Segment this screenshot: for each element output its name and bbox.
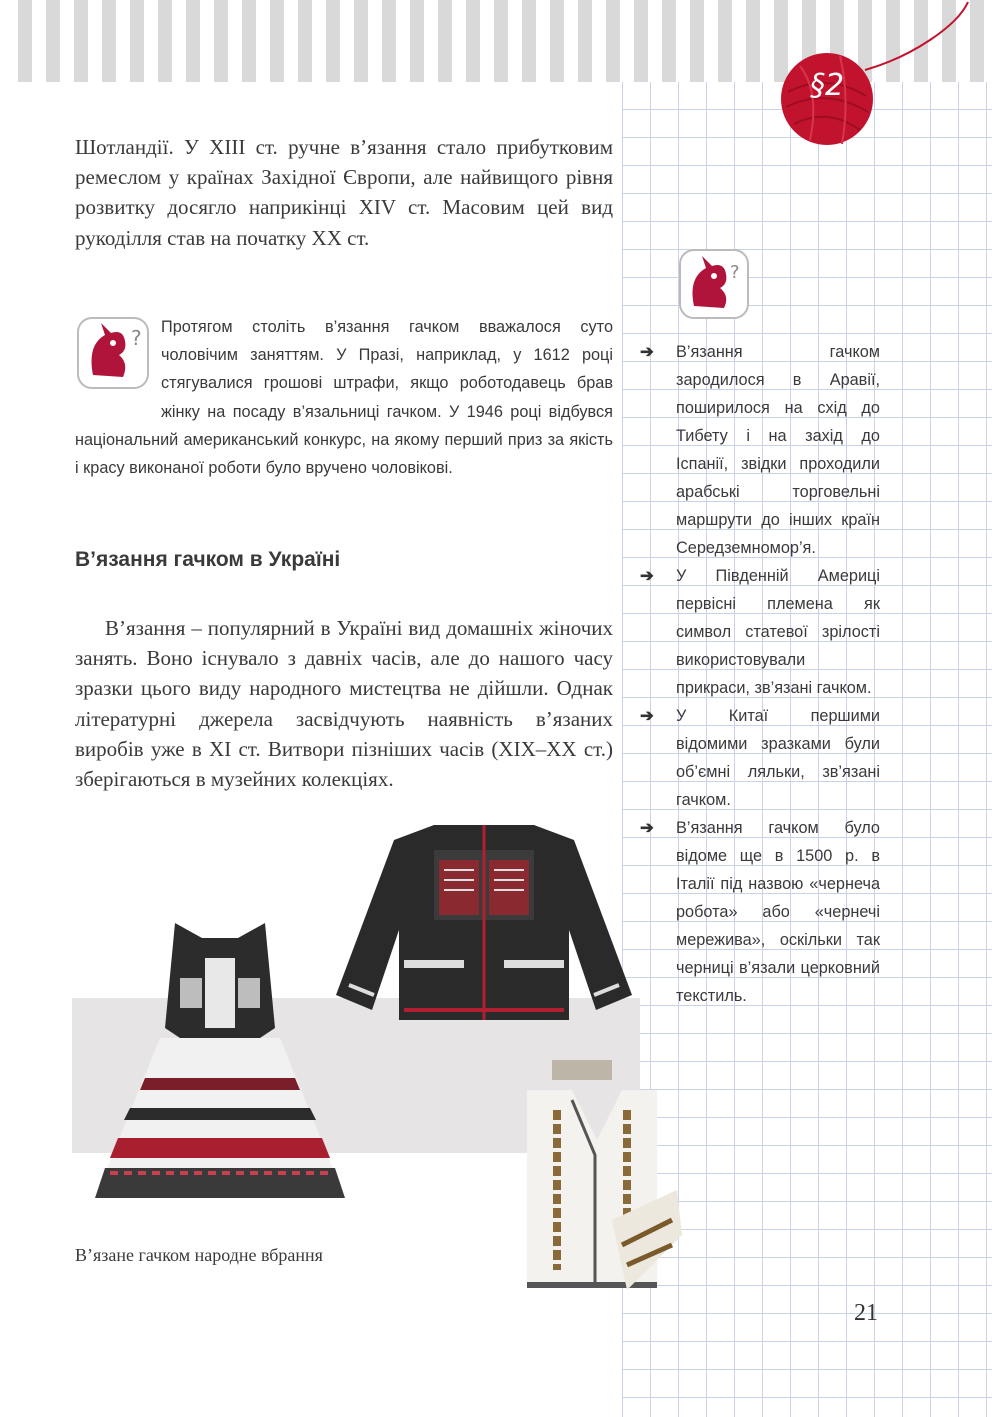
section-heading: В’язання гачком в Україні	[75, 548, 341, 571]
svg-text:?: ?	[131, 326, 142, 350]
knitted-dress-image	[90, 918, 350, 1203]
fact-item: ➔ У Південній Америці первісні племена як символ статевої зрілості використовували прикраси, зв’язані гачком.	[640, 562, 880, 702]
svg-text:?: ?	[730, 262, 740, 283]
arrow-right-icon: ➔	[640, 819, 654, 837]
intro-paragraph: Шотландії. У XIII ст. ручне в’язання стало прибутковим ремеслом у країнах Західної Європи, але найвищого рівня розвитку досягло наприкінці XIV ст. Масовим цей вид рукоділля став на початку XX ст.	[75, 135, 613, 250]
note-paragraph: Протягом століть в’язання гачком вважалося суто чоловічим заняттям. У Празі, наприклад, у 1612 році стягувалися грошові штрафи, якщо роботодавець брав жінку на посаду в’язальниці гачком. У 1946 році відбувся національний американський конкурс, на якому перший приз за якість і красу виконаної роботи було вручено чоловікові.	[75, 318, 613, 478]
facts-list	[640, 338, 880, 1010]
figure-caption: В’язане гачком народне вбрання	[75, 1245, 323, 1265]
fact-item: ➔ У Китаї першими відомими зразками були об’ємні ляльки, зв’язані гачком.	[640, 702, 880, 814]
page-number: 21	[854, 1300, 878, 1326]
yarn-thread-icon	[860, 0, 980, 80]
note-block	[75, 313, 613, 482]
question-mascot-icon	[75, 315, 161, 401]
stripes-margin	[0, 0, 18, 82]
arrow-right-icon: ➔	[640, 343, 654, 361]
fact-item: ➔ В’язання гачком було відоме ще в 1500 р. в Італії під назвою «чернеча робота» або «чернечі мережива», оскільки так черниці в’язали церковний текстиль.	[640, 814, 880, 1010]
arrow-right-icon: ➔	[640, 567, 654, 585]
arrow-right-icon: ➔	[640, 707, 654, 725]
body-paragraph: В’язання – популярний в Україні вид домашніх жіночих занять. Воно існувало з давніх часів, але до нашого часу зразки цього виду народного мистецтва не дійшли. Однак літературні джерела засвідчують наявність в’язаних виробів уже в XI ст. Витвори пізніших часів (XIX–XX ст.) зберігаються в музейних колекціях.	[75, 616, 613, 792]
section-badge: §2	[809, 68, 845, 103]
knitted-vest-image	[517, 1060, 682, 1302]
fact-item: ➔ В’язання гачком зародилося в Аравії, поширилося на схід до Тибету і на захід до Іспанії, звідки проходили арабські торговельні маршрути до інших країн Середземномор’я.	[640, 338, 880, 562]
knitted-jacket-image	[334, 820, 634, 1025]
question-mascot-icon	[678, 248, 750, 320]
